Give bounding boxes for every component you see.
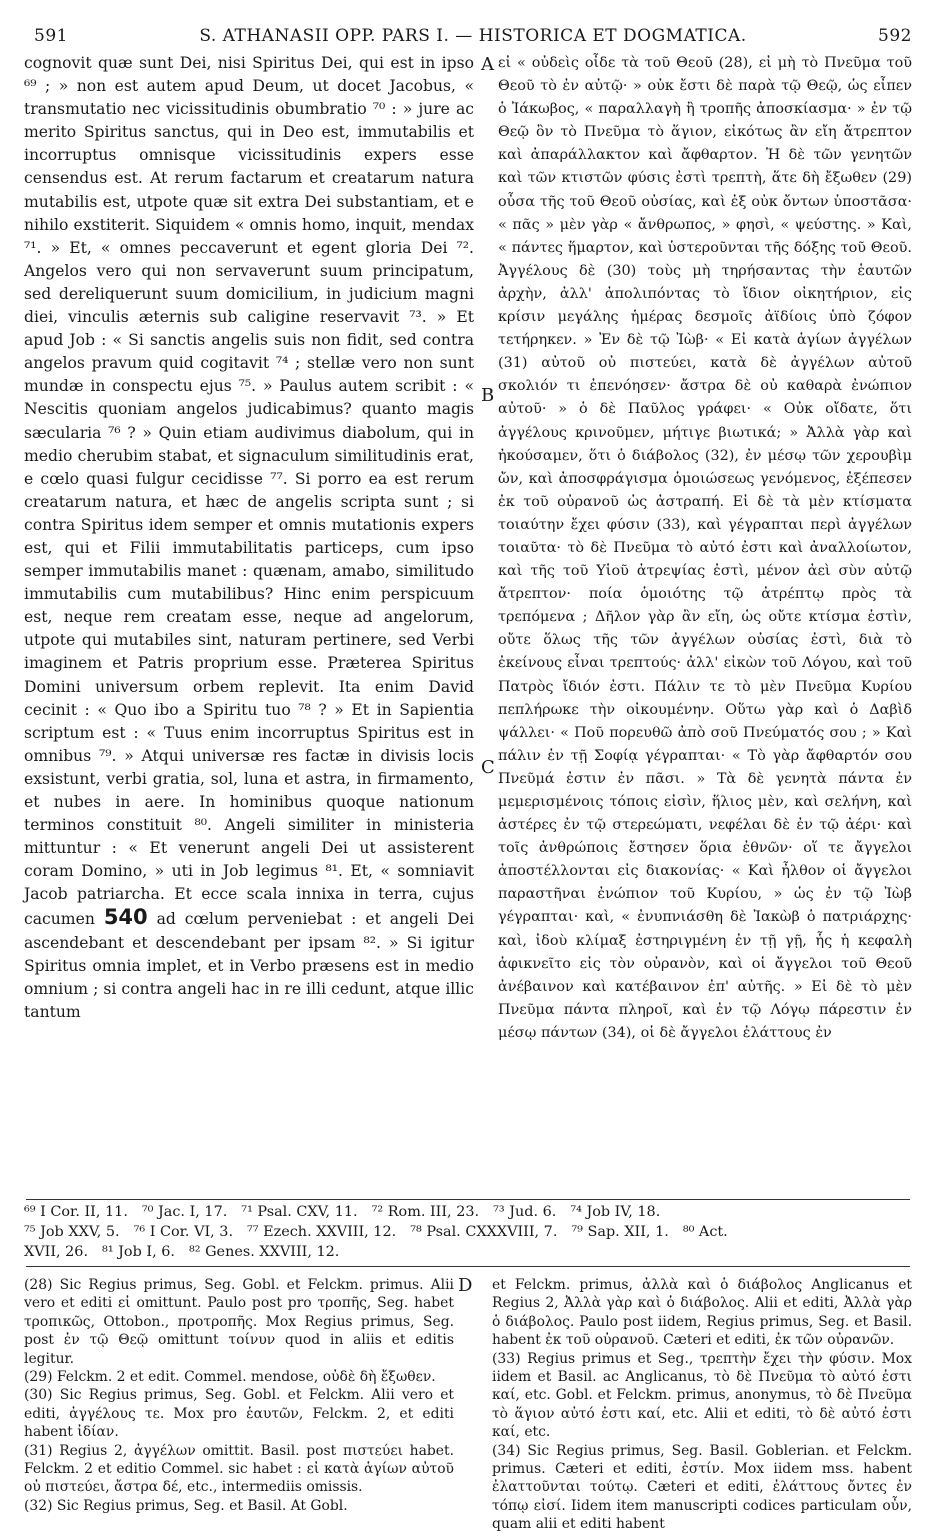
margin-letter-a: A — [481, 54, 494, 75]
footnote-divider — [26, 1199, 910, 1200]
reference: ⁷⁰ Jac. I, 17. — [141, 1204, 228, 1220]
margin-letter-d: D — [458, 1275, 473, 1296]
latin-text-part2: ad cœlum perveniebat : et angeli Dei ascendebant et descendebant per ipsam ⁸². » Si igitur Spiritus omnia implet, et in Verbo præsens est in medio omnium ; si contra angeli hac in re illi cedunt, atque illic tantum — [24, 910, 474, 1021]
reference: ⁷¹ Psal. CXV, 11. — [241, 1204, 358, 1220]
reference: ⁷⁵ Job XXV, 5. — [24, 1224, 120, 1240]
reference: ⁷² Rom. III, 23. — [371, 1204, 480, 1220]
margin-letter-b: B — [481, 385, 495, 406]
critical-notes-left — [24, 1276, 454, 1515]
page-header — [34, 26, 912, 50]
reference: ⁸¹ Job I, 6. — [102, 1244, 175, 1260]
margin-letter-c: C — [481, 757, 495, 778]
note-33: (33) Regius primus et Seg., τρεπτὴν ἔχει τὴν φύσιν. Mox iidem et Basil. ac Anglicanus, τὸ δὲ Πνεῦμα τὸ αὐτό ἐστι καί, etc. Gobl. et Felckm. primus, anonymus, τὸ δὲ Πνεῦμα τὸ ἅγιον αὐτό ἐστι καί, etc. Alii et editi, τὸ δὲ αὐτό ἐστι καί, etc. — [492, 1350, 912, 1441]
reference: ⁷⁶ I Cor. VI, 3. — [133, 1224, 234, 1240]
reference: ⁶⁹ I Cor. II, 11. — [24, 1204, 128, 1220]
greek-text: εἰ « οὐδεὶς οἶδε τὰ τοῦ Θεοῦ (28), εἰ μὴ τὸ Πνεῦμα τοῦ Θεοῦ τὸ ἐν αὐτῷ· » οὐκ ἔστι δὲ παρὰ τῷ Θεῷ, ὡς εἶπεν ὁ Ἰάκωβος, « παραλλαγὴ ἢ τροπῆς ἀποσκίασμα· » ἐν τῷ Θεῷ ὂν τὸ Πνεῦμα τὸ ἅγιον, εἰκότως ἂν εἴη ἄτρεπτον καὶ ἀπαράλλακτον καὶ ἄφθαρτον. Ἡ δὲ τῶν γενητῶν καὶ τῶν κτιστῶν φύσις ἐστὶ τρεπτὴ, ἅτε δὴ ἔξωθεν (29) οὖσα τῆς τοῦ Θεοῦ οὐσίας, καὶ ἐξ οὐκ ὄντων ὑποστᾶσα· « πᾶς » μὲν γὰρ « ἄνθρωπος, » φησὶ, « ψεύστης. » Καὶ, « πάντες ἥμαρτον, καὶ ὑστεροῦνται τῆς δόξης τοῦ Θεοῦ. Ἀγγέλους δὲ (30) τοὺς μὴ τηρήσαντας τὴν ἑαυτῶν ἀρχὴν, ἀλλ' ἀπολιπόντας τὸ ἴδιον οἰκητήριον, εἰς κρίσιν μεγάλης ἡμέρας δεσμοῖς ἀϊδίοις ὑπὸ ζόφον τετήρηκεν. » Ἐν δὲ τῷ Ἰὼβ· « Εἰ κατὰ ἁγίων ἀγγέλων (31) αὐτοῦ οὐ πιστεύει, κατὰ δὲ ἀγγέλων αὐτοῦ σκολιόν τι ἐπενόησεν· ἄστρα δὲ οὐ καθαρὰ ἐνώπιον αὐτοῦ· » ὁ δὲ Παῦλος γράφει· « Οὐκ οἴδατε, ὅτι ἀγγέλους κρινοῦμεν, μήτιγε βιωτικά; » Ἀλλὰ γὰρ καὶ ἠκούσαμεν, ὅτι ὁ διάβολος (32), ἐν μέσῳ τῶν χερουβὶμ ὤν, καὶ ἀποσφράγισμα ὁμοιώσεως γενόμενος, ἐξέπεσεν ἐκ τοῦ οὐρανοῦ ὡς ἀστραπή. Εἰ δὲ τὰ μὲν κτίσματα τοιαύτην ἔχει φύσιν (33), καὶ γέγραπται περὶ ἀγγέλων τοιαῦτα· τὸ δὲ Πνεῦμα τὸ αὐτό ἐστι καὶ ἀναλλοίωτον, καὶ τῆς τοῦ Υἱοῦ ἀτρεψίας ἐστὶ, μένον ἀεὶ σὺν αὐτῷ ἄτρεπτον· ποία ὁμοιότης τῷ ἀτρέπτῳ πρὸς τὰ τρεπόμενα ; Δῆλον γὰρ ἂν εἴη, ὡς οὔτε κτίσμα ἐστὶν, οὔτε ὅλως τῆς τῶν ἀγγέλων οὐσίας ἐστὶ, διὰ τὸ ἐκείνους εἶναι τρεπτούς· ἀλλ' εἰκὼν τοῦ Λόγου, καὶ τοῦ Πατρὸς ἴδιόν ἐστι. Πάλιν τε τὸ μὲν Πνεῦμα Κυρίου πεπλήρωκε τὴν οἰκουμένην. Οὕτω γὰρ καὶ ὁ Δαβὶδ ψάλλει· « Ποῦ πορευθῶ ἀπὸ σοῦ Πνεύματός σου ; » Καὶ πάλιν ἐν τῇ Σοφίᾳ γέγραπται· « Τὸ γὰρ ἄφθαρτόν σου Πνεῦμά ἐστιν ἐν πᾶσι. » Τὰ δὲ γενητὰ πάντα ἐν μεμερισμένοις τόποις εἰσὶν, ἥλιος μὲν, καὶ σελήνη, καὶ ἀστέρες ἐν τῷ στερεώματι, νεφέλαι δὲ ἐν τῷ ἀέρι· καὶ τοῖς ἀνθρώποις ἔστησεν ὅρια ἐθνῶν· οἵ τε ἄγγελοι ἀποστέλλονται εἰς διακονίας· « Καὶ ἦλθον οἱ ἄγγελοι παραστῆναι ἐνώπιον τοῦ Κυρίου, » ὡς ἐν τῷ Ἰὼβ γέγραπται· καὶ, « ἐνυπνιάσθη δὲ Ἰακὼβ ὁ πατριάρχης· καὶ, ἰδοὺ κλίμαξ ἐστηριγμένη ἐν τῇ γῇ, ἧς ἡ κεφαλὴ ἀφικνεῖτο εἰς τὸν οὐρανὸν, καὶ οἱ ἄγγελοι τοῦ Θεοῦ ἀνέβαινον καὶ κατέβαινον ἐπ' αὐτῆς. » Εἰ δὲ τὸ μὲν Πνεῦμα πάντα πληροῖ, καὶ ἐν τῷ Λόγῳ πάρεστιν ἐν μέσῳ πάντων (34), οἱ δὲ ἄγγελοι ἐλάττους ἐν — [498, 55, 912, 1041]
reference: ⁷⁴ Job IV, 18. — [570, 1204, 661, 1220]
greek-column — [498, 52, 912, 1045]
reference: ⁸² Genes. XXVIII, 12. — [188, 1244, 340, 1260]
note-32-cont: et Felckm. primus, ἀλλὰ καὶ ὁ διάβολος Anglicanus et Regius 2, Ἀλλὰ γὰρ καὶ ὁ διάβολος. Alii et editi, Ἀλλὰ γὰρ ὁ διάβολος. Paulo post iidem, Regius primus, Seg. et Basil. habent ἐκ τοῦ οὐρανοῦ. Cæteri et editi, ἐκ τῶν οὐρανῶν. — [492, 1277, 912, 1349]
critical-notes-right — [492, 1276, 912, 1534]
latin-text-part1: cognovit quæ sunt Dei, nisi Spiritus Dei, qui est in ipso ⁶⁹ ; » non est autem apud Deum, ut docet Jacobus, « transmutatio nec vicissitudinis obumbratio ⁷⁰ : » jure ac merito Spiritus sanctus, qui in Deo est, immutabilis et incorruptus omnisque vicissitudinis expers esse censendus est. At rerum factarum et creatarum natura mutabilis est, utpote quæ sit extra Dei substantiam, et e nihilo exstiterit. Siquidem « omnis homo, inquit, mendax ⁷¹. » Et, « omnes peccaverunt et egent gloria Dei ⁷². Angelos vero qui non servaverunt suum principatum, sed dereliquerunt suum domicilium, in judicium magni diei, vinculis æternis sub caligine reservavit ⁷³. » Et apud Job : « Si sanctis angelis suis non fidit, sed contra angelos pravum quid cogitavit ⁷⁴ ; stellæ vero non sunt mundæ in conspectu ejus ⁷⁵. » Paulus autem scribit : « Nescitis quoniam angelos judicabimus? quanto magis sæcularia ⁷⁶ ? » Quin etiam audivimus diabolum, qui in medio cherubim stabat, et signaculum similitudinis erat, e cœlo quasi fulgur cecidisse ⁷⁷. Si porro ea est rerum creatarum natura, et hæc de angelis scripta sunt ; si contra Spiritus idem semper et omnis mutationis expers est, qui et Filii immutabilitatis particeps, cum ipso semper immutabilis manet : quænam, amabo, similitudo immutabilis cum mutabilibus? Hinc enim perspicuum est, neque rem creatam esse, neque ad angelorum, utpote qui mutabiles sint, naturam pertinere, sed Verbi imaginem et Patris proprium esse. Præterea Spiritus Domini universum orbem replevit. Ita enim David cecinit : « Quo ibo a Spiritu tuo ⁷⁸ ? » Et in Sapientia scriptum est : « Tuus enim incorruptus Spiritus est in omnibus ⁷⁹. » Atqui universæ res factæ in divisis locis exsistunt, verbi gratia, sol, luna et astra, in firmamento, et nubes in aere. In hominibus quoque nationum terminos constituit ⁸⁰. Angeli similiter in ministeria mittuntur : « Et venerunt angeli Dei ut assisterent coram Domino, » uti in Job legimus ⁸¹. Et, « somniavit Jacob patriarcha. Et ecce scala innixa in terra, cujus cacumen — [24, 54, 474, 929]
note-32: (32) Sic Regius primus, Seg. et Basil. At Gobl. — [24, 1497, 348, 1514]
notes-divider — [26, 1266, 910, 1267]
running-title: S. ATHANASII OPP. PARS I. — HISTORICA ET DOGMATICA. — [199, 26, 747, 46]
latin-text — [24, 52, 474, 1024]
note-29: (29) Felckm. 2 et edit. Commel. mendose, οὐδὲ δὴ ἔξωθεν. — [24, 1369, 436, 1386]
reference: XVII, 26. — [24, 1244, 89, 1260]
note-31: (31) Regius 2, ἀγγέλων omittit. Basil. post πιστεύει habet. Felckm. 2 et editio Commel. sic habet : εἰ κατὰ ἁγίων αὐτοῦ οὐ πιστεύει, ἄστρα δέ, etc., intermediis omissis. — [24, 1442, 454, 1496]
column-number: 540 — [103, 905, 148, 930]
reference-row-3 — [24, 1242, 912, 1262]
note-30: (30) Sic Regius primus, Seg. Gobl. et Felckm. Alii vero et editi, ἀγγέλους τε. Mox pro ἑαυτῶν, Felckm. 2, et editi habent ἰδίαν. — [24, 1387, 454, 1441]
latin-column — [24, 52, 474, 1024]
reference: ⁷⁹ Sap. XII, 1. — [571, 1224, 669, 1240]
note-28: (28) Sic Regius primus, Seg. Gobl. et Felckm. primus. Alii vero et editi εἰ omittunt. Paulo post pro τροπῆς, Seg. habet τροπικῶς, Ottobon., προτροπῆς. Mox Regius primus, Seg. post ἐν τῷ Θεῷ omittunt τοίνυν quod in aliis et editis legitur. — [24, 1277, 454, 1367]
reference-row-2 — [24, 1222, 912, 1242]
note-34: (34) Sic Regius primus, Seg. Basil. Goblerian. et Felckm. primus. Cæteri et editi, ἐστίν. Mox iidem mss. habent ἐλαττοῦνται τούτῳ. Cæteri et editi, ἐλάττους ὄντες ἐν τόπῳ εἰσί. Iidem item manuscripti codices particulam οὖν, quam alii et editi habent — [492, 1442, 912, 1533]
page-number-left: 591 — [34, 26, 68, 46]
reference: ⁷⁷ Ezech. XXVIII, 12. — [247, 1224, 397, 1240]
reference: ⁸⁰ Act. — [682, 1224, 728, 1240]
reference: ⁷⁸ Psal. CXXXVIII, 7. — [410, 1224, 558, 1240]
reference-row-1 — [24, 1202, 912, 1222]
scripture-references — [24, 1202, 912, 1262]
page-number-right: 592 — [878, 26, 912, 46]
reference: ⁷³ Jud. 6. — [493, 1204, 557, 1220]
